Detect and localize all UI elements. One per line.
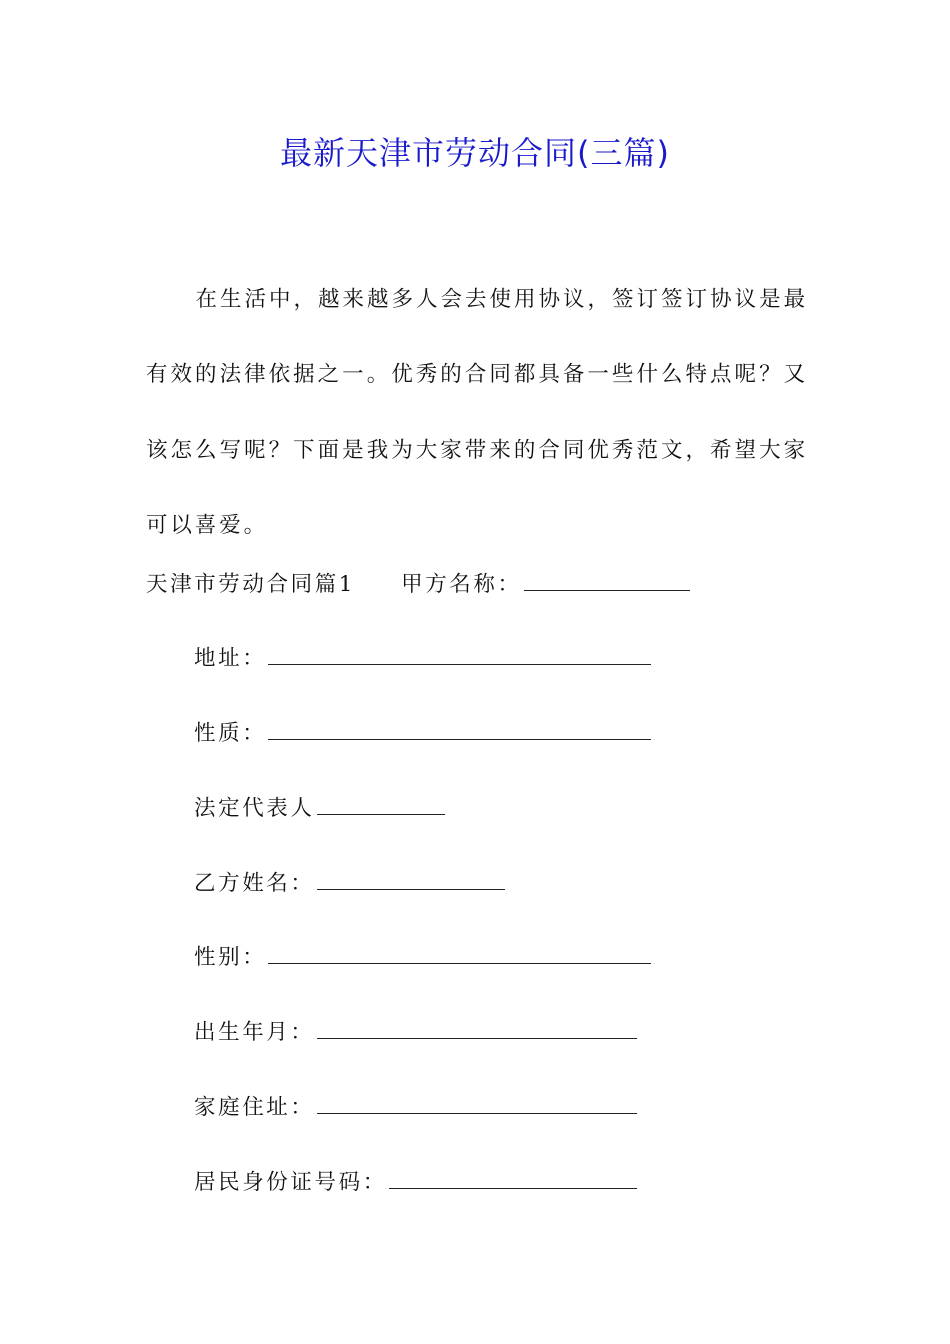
section-heading: 天津市劳动合同篇1 — [146, 572, 356, 597]
document-title: 最新天津市劳动合同(三篇) — [280, 134, 670, 172]
party-a-name-blank — [524, 564, 690, 591]
address-label: 地址： — [194, 646, 267, 671]
party-a-row — [146, 564, 690, 604]
home-address-row — [194, 1087, 637, 1127]
legal-rep-row — [194, 788, 445, 828]
legal-rep-label: 法定代表人 — [194, 796, 315, 821]
party-a-name-label: 甲方名称： — [401, 572, 522, 597]
legal-rep-blank — [317, 788, 445, 815]
party-b-name-label: 乙方姓名： — [194, 871, 315, 896]
intro-paragraph: 在生活中，越来越多人会去使用协议，签订签订协议是最有效的法律依据之一。优秀的合同都具备一些什么特点呢？又该怎么写呢？下面是我为大家带来的合同优秀范文，希望大家可以喜爱。 — [146, 287, 808, 538]
id-number-blank — [389, 1162, 637, 1189]
gender-label: 性别： — [194, 945, 267, 970]
party-b-name-blank — [317, 863, 505, 890]
birth-blank — [317, 1012, 637, 1039]
id-number-row — [194, 1162, 637, 1202]
nature-blank — [268, 713, 651, 740]
birth-label: 出生年月： — [194, 1020, 315, 1045]
address-row — [194, 638, 651, 678]
gender-blank — [268, 937, 651, 964]
address-blank — [268, 638, 651, 665]
home-address-label: 家庭住址： — [194, 1095, 315, 1120]
birth-row — [194, 1012, 637, 1052]
id-number-label: 居民身份证号码： — [194, 1170, 387, 1195]
nature-label: 性质： — [194, 721, 267, 746]
party-b-row — [194, 863, 505, 903]
gender-row — [194, 937, 651, 977]
home-address-blank — [317, 1087, 637, 1114]
nature-row — [194, 713, 651, 753]
